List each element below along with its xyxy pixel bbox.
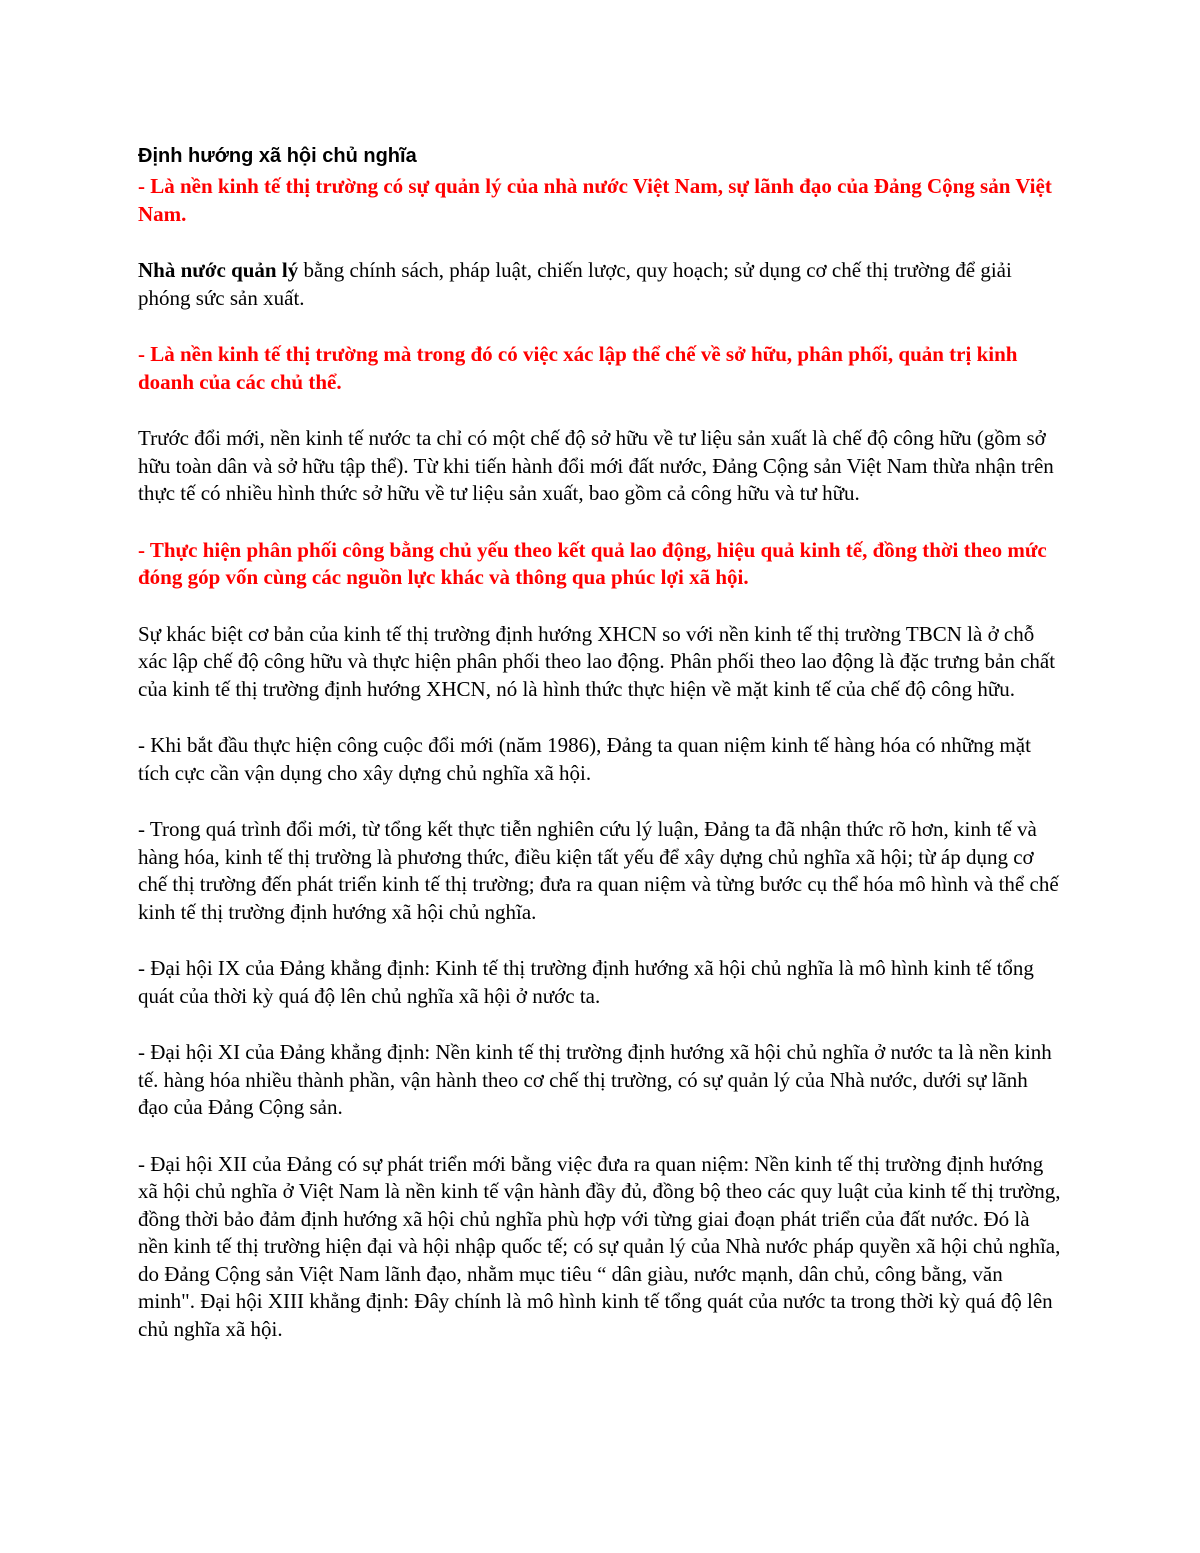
paragraph-1-rest: bằng chính sách, pháp luật, chiến lược, quy hoạch; sử dụng cơ chế thị trường để giải phóng sức sản xuất.	[138, 258, 1012, 310]
paragraph-1	[138, 257, 1063, 312]
point-1: - Là nền kinh tế thị trường có sự quản lý của nhà nước Việt Nam, sự lãnh đạo của Đảng Cộng sản Việt Nam.	[138, 174, 1052, 226]
paragraph-7: - Đại hội XI của Đảng khẳng định: Nền kinh tế thị trường định hướng xã hội chủ nghĩa ở nước ta là nền kinh tế. hàng hóa nhiều thành phần, vận hành theo cơ chế thị trường, có sự quản lý của Nhà nước, dưới sự lãnh đạo của Đảng Cộng sản.	[138, 1040, 1052, 1119]
paragraph-5: - Trong quá trình đổi mới, từ tổng kết thực tiễn nghiên cứu lý luận, Đảng ta đã nhận thức rõ hơn, kinh tế và hàng hóa, kinh tế thị trường là phương thức, điều kiện tất yếu để xây dựng chủ nghĩa xã hội; từ áp dụng cơ chế thị trường đến phát triển kinh tế thị trường; đưa ra quan niệm và từng bước cụ thể hóa mô hình và thể chế kinh tế thị trường định hướng xã hội chủ nghĩa.	[138, 817, 1059, 924]
paragraph-6: - Đại hội IX của Đảng khẳng định: Kinh tế thị trường định hướng xã hội chủ nghĩa là mô hình kinh tế tổng quát của thời kỳ quá độ lên chủ nghĩa xã hội ở nước ta.	[138, 956, 1034, 1008]
paragraph-2: Trước đổi mới, nền kinh tế nước ta chỉ có một chế độ sở hữu về tư liệu sản xuất là chế độ công hữu (gồm sở hữu toàn dân và sở hữu tập thể). Từ khi tiến hành đổi mới đất nước, Đảng Cộng sản Việt Nam thừa nhận trên thực tế có nhiều hình thức sở hữu về tư liệu sản xuất, bao gồm cả công hữu và tư hữu.	[138, 426, 1054, 505]
paragraph-1-lead: Nhà nước quản lý	[138, 258, 299, 282]
document-title: Định hướng xã hội chủ nghĩa	[138, 145, 417, 167]
point-2: - Là nền kinh tế thị trường mà trong đó có việc xác lập thể chế về sở hữu, phân phối, quản trị kinh doanh của các chủ thể.	[138, 342, 1018, 394]
point-3: - Thực hiện phân phối công bằng chủ yếu theo kết quả lao động, hiệu quả kinh tế, đồng thời theo mức đóng góp vốn cùng các nguồn lực khác và thông qua phúc lợi xã hội.	[138, 537, 1047, 589]
paragraph-8: - Đại hội XII của Đảng có sự phát triển mới bằng việc đưa ra quan niệm: Nền kinh tế thị trường định hướng xã hội chủ nghĩa ở Việt Nam là nền kinh tế vận hành đầy đủ, đồng bộ theo các quy luật của kinh tế thị trường, đồng thời bảo đảm định hướng xã hội chủ nghĩa phù hợp với từng giai đoạn phát triển của đất nước. Đó là nền kinh tế thị trường hiện đại và hội nhập quốc tế; có sự quản lý của Nhà nước pháp quyền xã hội chủ nghĩa, do Đảng Cộng sản Việt Nam lãnh đạo, nhằm mục tiêu “ dân giàu, nước mạnh, dân chủ, công bằng, văn minh". Đại hội XIII khẳng định: Đây chính là mô hình kinh tế tổng quát của nước ta trong thời kỳ quá độ lên chủ nghĩa xã hội.	[138, 1151, 1061, 1341]
paragraph-4: - Khi bắt đầu thực hiện công cuộc đổi mới (năm 1986), Đảng ta quan niệm kinh tế hàng hóa có những mặt tích cực cần vận dụng cho xây dựng chủ nghĩa xã hội.	[138, 733, 1031, 785]
paragraph-3: Sự khác biệt cơ bản của kinh tế thị trường định hướng XHCN so với nền kinh tế thị trường TBCN là ở chỗ xác lập chế độ công hữu và thực hiện phân phối theo lao động. Phân phối theo lao động là đặc trưng bản chất của kinh tế thị trường định hướng XHCN, nó là hình thức thực hiện về mặt kinh tế của chế độ công hữu.	[138, 621, 1056, 701]
document-page	[138, 140, 1063, 1343]
